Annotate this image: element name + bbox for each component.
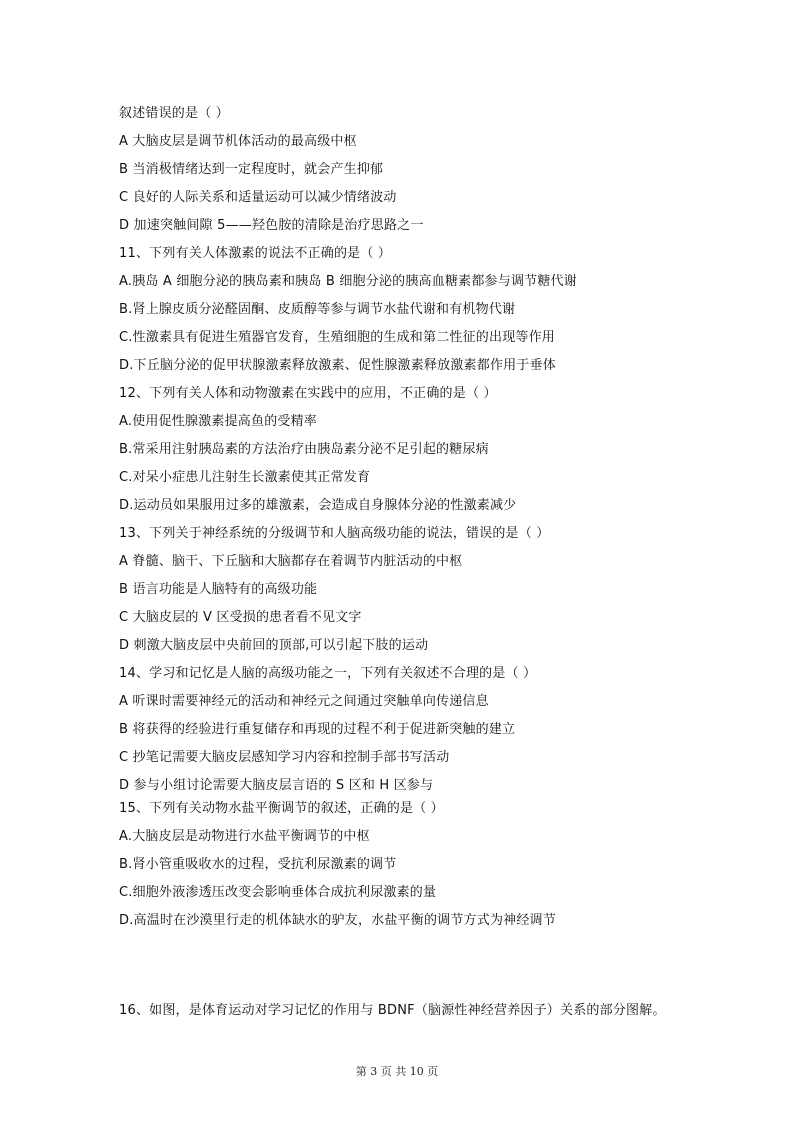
q14-option-c: C 抄笔记需要大脑皮层感知学习内容和控制手部书写活动 <box>119 750 450 765</box>
q10-stem: 叙述错误的是（ ） <box>119 106 229 121</box>
q11-option-d: D.下丘脑分泌的促甲状腺激素释放激素、促性腺激素释放激素都作用于垂体 <box>119 358 556 373</box>
q12-option-c: C.对呆小症患儿注射生长激素使其正常发育 <box>119 470 371 485</box>
q14-option-a: A 听课时需要神经元的活动和神经元之间通过突触单向传递信息 <box>119 694 489 709</box>
q15-option-d: D.高温时在沙漠里行走的机体缺水的驴友，水盐平衡的调节方式为神经调节 <box>119 913 556 928</box>
q13-option-b: B 语言功能是人脑特有的高级功能 <box>119 582 318 597</box>
q16-stem: 16、如图，是体育运动对学习记忆的作用与 BDNF（脑源性神经营养因子）关系的部分图解。 <box>119 1003 666 1018</box>
q15-option-a: A.大脑皮层是动物进行水盐平衡调节的中枢 <box>119 829 370 844</box>
q11-stem: 11、下列有关人体激素的说法不正确的是（ ） <box>119 246 392 261</box>
q14-option-d: D 参与小组讨论需要大脑皮层言语的 S 区和 H 区参与 <box>119 778 434 793</box>
q13-stem: 13、下列关于神经系统的分级调节和人脑高级功能的说法，错误的是（ ） <box>119 526 550 541</box>
page-number-footer: 第 3 页 共 10 页 <box>355 1065 439 1078</box>
q10-option-a: A 大脑皮层是调节机体活动的最高级中枢 <box>119 134 357 149</box>
q10-option-b: B 当消极情绪达到一定程度时，就会产生抑郁 <box>119 162 384 177</box>
q14-option-b: B 将获得的经验进行重复储存和再现的过程不利于促进新突触的建立 <box>119 722 516 737</box>
q12-option-d: D.运动员如果服用过多的雄激素，会造成自身腺体分泌的性激素减少 <box>119 498 517 513</box>
q12-option-b: B.常采用注射胰岛素的方法治疗由胰岛素分泌不足引起的糖尿病 <box>119 442 489 457</box>
q11-option-b: B.肾上腺皮质分泌醛固酮、皮质醇等参与调节水盐代谢和有机物代谢 <box>119 302 516 317</box>
q14-stem: 14、学习和记忆是人脑的高级功能之一，下列有关叙述不合理的是（ ） <box>119 666 537 681</box>
q10-option-d: D 加速突触间隙 5——羟色胺的清除是治疗思路之一 <box>119 218 424 233</box>
q13-option-d: D 刺激大脑皮层中央前回的顶部,可以引起下肢的运动 <box>119 638 429 653</box>
q15-option-b: B.肾小管重吸收水的过程，受抗利尿激素的调节 <box>119 857 397 872</box>
q11-option-a: A.胰岛 A 细胞分泌的胰岛素和胰岛 B 细胞分泌的胰高血糖素都参与调节糖代谢 <box>119 274 577 289</box>
q13-option-c: C 大脑皮层的 V 区受损的患者看不见文字 <box>119 610 362 625</box>
q11-option-c: C.性激素具有促进生殖器官发育，生殖细胞的生成和第二性征的出现等作用 <box>119 330 556 345</box>
q10-option-c: C 良好的人际关系和适量运动可以减少情绪波动 <box>119 190 397 205</box>
q13-option-a: A 脊髓、脑干、下丘脑和大脑都存在着调节内脏活动的中枢 <box>119 554 463 569</box>
q12-option-a: A.使用促性腺激素提高鱼的受精率 <box>119 414 317 429</box>
q15-stem: 15、下列有关动物水盐平衡调节的叙述，正确的是（ ） <box>119 801 444 816</box>
q12-stem: 12、下列有关人体和动物激素在实践中的应用，不正确的是（ ） <box>119 386 497 401</box>
q15-option-c: C.细胞外液渗透压改变会影响垂体合成抗利尿激素的量 <box>119 885 437 900</box>
